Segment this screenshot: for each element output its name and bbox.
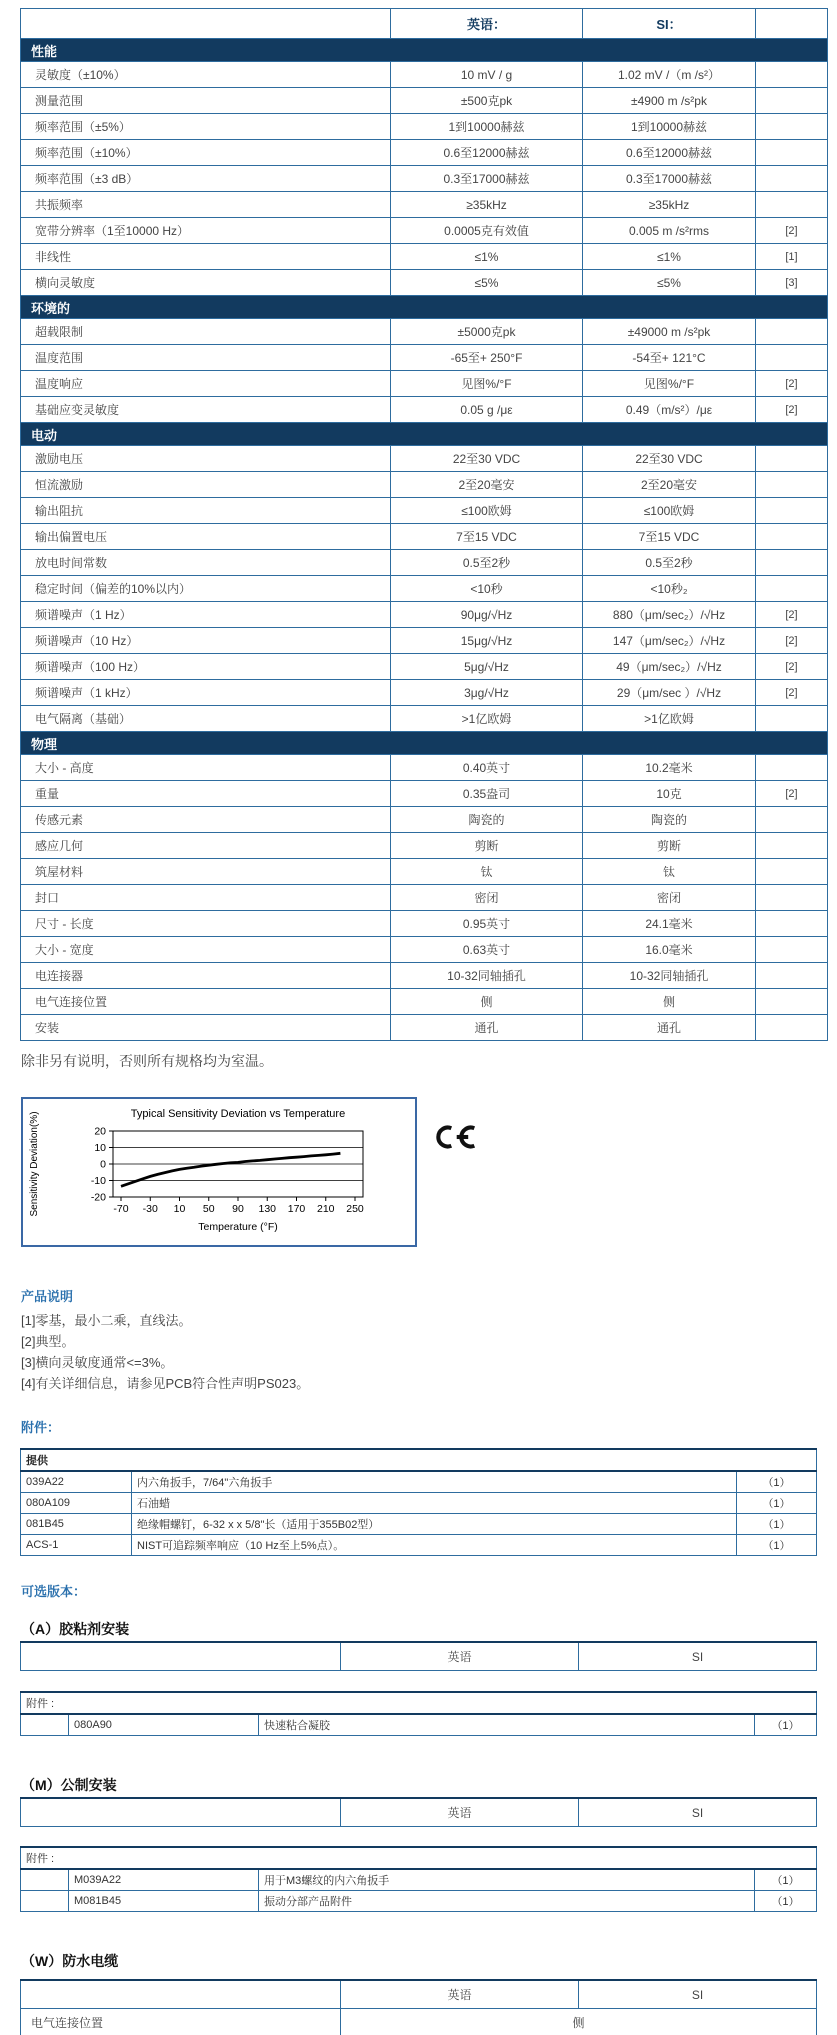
spec-label: 尺寸 - 长度	[21, 911, 391, 937]
spec-row	[21, 963, 828, 989]
spec-english-value: 90μg/√Hz	[391, 602, 583, 628]
spec-header-empty	[21, 9, 391, 39]
spec-english-value: 15μg/√Hz	[391, 628, 583, 654]
spec-note-ref	[756, 885, 828, 911]
spec-si-value: ±49000 m /s²pk	[583, 319, 756, 345]
accessory-spacer	[21, 1869, 69, 1891]
svg-text:0: 0	[100, 1158, 106, 1171]
spec-note-ref	[756, 706, 828, 732]
version-w-heading: （W）防水电缆	[21, 1953, 119, 1969]
spec-note-ref	[756, 911, 828, 937]
spec-note-ref	[756, 755, 828, 781]
spec-note-ref	[756, 963, 828, 989]
spec-english-value: 剪断	[391, 833, 583, 859]
spec-label: 超载限制	[21, 319, 391, 345]
version-w-row-label: 电气连接位置	[21, 2009, 341, 2035]
spec-table-body	[21, 39, 828, 1041]
spec-note-ref: [3]	[756, 270, 828, 296]
spec-note-ref: [2]	[756, 602, 828, 628]
spec-row	[21, 937, 828, 963]
accessory-row	[21, 1891, 817, 1912]
version-a-col-english: 英语	[341, 1642, 579, 1671]
spec-row	[21, 192, 828, 218]
note-item: [2]典型。	[21, 1334, 75, 1349]
version-m-accessories-body	[21, 1869, 817, 1912]
accessories-body	[21, 1471, 817, 1556]
version-w-header-row	[21, 1980, 817, 2009]
accessory-part: 039A22	[21, 1471, 132, 1493]
spec-si-value: 通孔	[583, 1015, 756, 1041]
version-w-col-english: 英语	[341, 1980, 579, 2009]
spec-row	[21, 576, 828, 602]
accessory-desc: 快速粘合凝胶	[259, 1714, 755, 1736]
spec-si-value: 2至20毫安	[583, 472, 756, 498]
spec-label: 激励电压	[21, 446, 391, 472]
spec-note-ref	[756, 1015, 828, 1041]
spec-row	[21, 62, 828, 88]
spec-english-value: 0.0005克有效值	[391, 218, 583, 244]
accessory-qty: （1）	[737, 1535, 817, 1556]
spec-english-value: 0.5至2秒	[391, 550, 583, 576]
spec-si-value: ≤5%	[583, 270, 756, 296]
accessory-part: 081B45	[21, 1514, 132, 1535]
chart-panel	[21, 1097, 417, 1247]
spec-label: 感应几何	[21, 833, 391, 859]
spec-row	[21, 244, 828, 270]
version-m-table	[20, 1797, 817, 1827]
svg-text:-30: -30	[142, 1203, 158, 1215]
spec-note-ref: [2]	[756, 680, 828, 706]
spec-english-value: ±5000克pk	[391, 319, 583, 345]
version-m-accessories-label: 附件 :	[21, 1847, 817, 1869]
spec-english-value: ≤1%	[391, 244, 583, 270]
section-title: 环境的	[21, 296, 828, 319]
note-item: [3]横向灵敏度通常<=3%。	[21, 1355, 174, 1370]
spec-row	[21, 319, 828, 345]
spec-table	[20, 8, 828, 1041]
spec-si-value: 0.6至12000赫兹	[583, 140, 756, 166]
product-notes-title: 产品说明	[21, 1289, 74, 1304]
version-w-col-si: SI	[579, 1980, 817, 2009]
svg-text:-10: -10	[90, 1175, 106, 1187]
spec-si-value: >1亿欧姆	[583, 706, 756, 732]
accessory-qty: （1）	[755, 1869, 817, 1891]
spec-label: 横向灵敏度	[21, 270, 391, 296]
section-header-row	[21, 732, 828, 755]
spec-note-ref	[756, 859, 828, 885]
note-item: [4]有关详细信息，请参见PCB符合性声明PS023。	[21, 1376, 310, 1391]
spec-si-value: 1到10000赫兹	[583, 114, 756, 140]
section-header-row	[21, 423, 828, 446]
spec-english-value: 钛	[391, 859, 583, 885]
spec-note-ref	[756, 807, 828, 833]
accessory-spacer	[21, 1714, 69, 1736]
spec-english-value: 密闭	[391, 885, 583, 911]
note-item: [1]零基，最小二乘，直线法。	[21, 1313, 192, 1328]
spec-si-value: <10秒₂	[583, 576, 756, 602]
spec-si-value: 1.02 mV /（m /s²）	[583, 62, 756, 88]
spec-note-ref: [2]	[756, 654, 828, 680]
spec-note-ref: [2]	[756, 371, 828, 397]
spec-row	[21, 781, 828, 807]
spec-note-ref: [2]	[756, 218, 828, 244]
spec-si-value: 16.0毫米	[583, 937, 756, 963]
accessory-desc: 用于M3螺纹的内六角扳手	[259, 1869, 755, 1891]
spec-label: 测量范围	[21, 88, 391, 114]
spec-english-value: ±500克pk	[391, 88, 583, 114]
accessory-desc: 石油蜡	[132, 1493, 737, 1514]
spec-si-value: 7至15 VDC	[583, 524, 756, 550]
spec-english-value: 通孔	[391, 1015, 583, 1041]
spec-english-value: ≤5%	[391, 270, 583, 296]
spec-col-header-english: 英语：	[391, 9, 583, 39]
spec-note-ref	[756, 498, 828, 524]
spec-english-value: 7至15 VDC	[391, 524, 583, 550]
version-m-accessories-label-row	[21, 1847, 817, 1869]
svg-text:Temperature (°F): Temperature (°F)	[198, 1221, 278, 1233]
accessory-desc: 振动分部产品附件	[259, 1891, 755, 1912]
spec-row	[21, 397, 828, 423]
spec-row	[21, 706, 828, 732]
spec-label: 电连接器	[21, 963, 391, 989]
spec-row	[21, 114, 828, 140]
spec-row	[21, 88, 828, 114]
spec-note-ref	[756, 989, 828, 1015]
spec-row	[21, 1015, 828, 1041]
spec-row	[21, 680, 828, 706]
version-a-heading: （A）胶粘剂安装	[21, 1621, 130, 1637]
spec-note-ref: [2]	[756, 397, 828, 423]
spec-label: 电气连接位置	[21, 989, 391, 1015]
spec-row	[21, 989, 828, 1015]
spec-note-ref	[756, 88, 828, 114]
spec-col-header-si: SI：	[583, 9, 756, 39]
sensitivity-chart	[23, 1099, 411, 1241]
spec-english-value: 侧	[391, 989, 583, 1015]
spec-row	[21, 524, 828, 550]
spec-english-value: 3μg/√Hz	[391, 680, 583, 706]
room-temp-note: 除非另有说明，否则所有规格均为室温。	[21, 1053, 273, 1069]
spec-english-value: 5μg/√Hz	[391, 654, 583, 680]
version-w-empty-cell	[21, 1980, 341, 2009]
spec-si-value: ≤100欧姆	[583, 498, 756, 524]
spec-row	[21, 911, 828, 937]
spec-si-value: 0.005 m /s²rms	[583, 218, 756, 244]
spec-si-value: 0.3至17000赫兹	[583, 166, 756, 192]
version-a-empty-cell	[21, 1642, 341, 1671]
svg-text:-70: -70	[113, 1203, 129, 1215]
spec-english-value: 见图%/°F	[391, 371, 583, 397]
spec-row	[21, 345, 828, 371]
spec-row	[21, 218, 828, 244]
accessory-part: M081B45	[69, 1891, 259, 1912]
spec-si-value: 49（μm/sec₂）/√Hz	[583, 654, 756, 680]
svg-text:90: 90	[232, 1203, 244, 1215]
version-a-table	[20, 1641, 817, 1671]
spec-note-ref	[756, 937, 828, 963]
spec-note-ref	[756, 576, 828, 602]
spec-label: 封口	[21, 885, 391, 911]
spec-label: 重量	[21, 781, 391, 807]
spec-label: 灵敏度（±10%）	[21, 62, 391, 88]
spec-row	[21, 140, 828, 166]
accessory-row	[21, 1493, 817, 1514]
spec-label: 共振频率	[21, 192, 391, 218]
accessory-row	[21, 1535, 817, 1556]
spec-english-value: 10 mV / g	[391, 62, 583, 88]
spec-header-row	[21, 9, 828, 39]
spec-label: 输出阻抗	[21, 498, 391, 524]
version-w-data-row	[21, 2009, 817, 2035]
spec-note-ref: [2]	[756, 781, 828, 807]
version-a-header-row	[21, 1642, 817, 1671]
spec-row	[21, 550, 828, 576]
spec-si-value: 10-32同轴插孔	[583, 963, 756, 989]
spec-si-value: 24.1毫米	[583, 911, 756, 937]
accessory-qty: （1）	[737, 1493, 817, 1514]
svg-text:-20: -20	[90, 1191, 106, 1204]
accessory-part: M039A22	[69, 1869, 259, 1891]
accessory-row	[21, 1514, 817, 1535]
spec-si-value: ≤1%	[583, 244, 756, 270]
ce-mark-icon	[431, 1119, 477, 1160]
spec-english-value: 2至20毫安	[391, 472, 583, 498]
accessories-title: 附件：	[21, 1420, 61, 1435]
svg-text:170: 170	[287, 1203, 306, 1215]
spec-label: 频谱噪声（1 kHz）	[21, 680, 391, 706]
accessory-desc: 内六角扳手，7/64"六角扳手	[132, 1471, 737, 1493]
spec-note-ref	[756, 446, 828, 472]
spec-label: 频谱噪声（1 Hz）	[21, 602, 391, 628]
spec-english-value: 0.95英寸	[391, 911, 583, 937]
spec-label: 大小 - 宽度	[21, 937, 391, 963]
version-m-col-si: SI	[579, 1798, 817, 1827]
spec-label: 恒流激励	[21, 472, 391, 498]
spec-si-value: 见图%/°F	[583, 371, 756, 397]
spec-si-value: 29（μm/sec ）/√Hz	[583, 680, 756, 706]
product-notes-list	[21, 1310, 309, 1394]
spec-header-note-empty	[756, 9, 828, 39]
version-a-col-si: SI	[579, 1642, 817, 1671]
spec-note-ref	[756, 472, 828, 498]
section-header-row	[21, 296, 828, 319]
spec-note-ref	[756, 524, 828, 550]
accessory-row	[21, 1869, 817, 1891]
spec-english-value: >1亿欧姆	[391, 706, 583, 732]
spec-row	[21, 270, 828, 296]
svg-text:130: 130	[258, 1203, 277, 1215]
spec-label: 频率范围（±3 dB）	[21, 166, 391, 192]
svg-text:Sensitivity Deviation(%): Sensitivity Deviation(%)	[29, 1111, 40, 1217]
spec-row	[21, 885, 828, 911]
spec-english-value: 0.3至17000赫兹	[391, 166, 583, 192]
spec-label: 频率范围（±5%）	[21, 114, 391, 140]
svg-text:210: 210	[316, 1203, 335, 1215]
spec-row	[21, 654, 828, 680]
version-w-table	[20, 1979, 817, 2035]
spec-note-ref	[756, 192, 828, 218]
spec-note-ref	[756, 345, 828, 371]
spec-english-value: 0.40英寸	[391, 755, 583, 781]
spec-si-value: 密闭	[583, 885, 756, 911]
optional-versions-title: 可选版本：	[21, 1584, 87, 1599]
accessory-part: 080A90	[69, 1714, 259, 1736]
spec-note-ref	[756, 166, 828, 192]
accessory-part: 080A109	[21, 1493, 132, 1514]
spec-note-ref	[756, 833, 828, 859]
accessory-spacer	[21, 1891, 69, 1912]
accessory-desc: NIST可追踪频率响应（10 Hz至上5%点）。	[132, 1535, 737, 1556]
spec-si-value: 侧	[583, 989, 756, 1015]
spec-si-value: 剪断	[583, 833, 756, 859]
accessory-qty: （1）	[737, 1514, 817, 1535]
section-title: 性能	[21, 39, 828, 62]
section-header-row	[21, 39, 828, 62]
spec-english-value: ≥35kHz	[391, 192, 583, 218]
spec-si-value: 0.49（m/s²）/με	[583, 397, 756, 423]
spec-label: 频率范围（±10%）	[21, 140, 391, 166]
version-m-accessories-table	[20, 1846, 817, 1912]
spec-english-value: 1到10000赫兹	[391, 114, 583, 140]
spec-label: 频谱噪声（100 Hz）	[21, 654, 391, 680]
spec-row	[21, 833, 828, 859]
spec-label: 基础应变灵敏度	[21, 397, 391, 423]
spec-si-value: -54至+ 121°C	[583, 345, 756, 371]
spec-label: 稳定时间（偏差的10%以内）	[21, 576, 391, 602]
spec-row	[21, 166, 828, 192]
accessory-row	[21, 1471, 817, 1493]
version-w-row-value: 侧	[341, 2009, 817, 2035]
spec-si-value: 147（μm/sec₂）/√Hz	[583, 628, 756, 654]
spec-row	[21, 371, 828, 397]
spec-note-ref	[756, 62, 828, 88]
accessory-qty: （1）	[755, 1714, 817, 1736]
spec-si-value: 0.5至2秒	[583, 550, 756, 576]
spec-english-value: 陶瓷的	[391, 807, 583, 833]
spec-si-value: 钛	[583, 859, 756, 885]
accessories-header: 提供	[21, 1449, 817, 1471]
spec-english-value: 0.6至12000赫兹	[391, 140, 583, 166]
spec-label: 电气隔离（基础）	[21, 706, 391, 732]
spec-row	[21, 446, 828, 472]
version-a-accessories-label-row	[21, 1692, 817, 1714]
spec-si-value: 880（μm/sec₂）/√Hz	[583, 602, 756, 628]
spec-label: 频谱噪声（10 Hz）	[21, 628, 391, 654]
accessory-desc: 绝缘帽螺钉，6-32 x x 5/8"长（适用于355B02型）	[132, 1514, 737, 1535]
spec-si-value: 10克	[583, 781, 756, 807]
section-title: 电动	[21, 423, 828, 446]
version-m-empty-cell	[21, 1798, 341, 1827]
spec-row	[21, 602, 828, 628]
version-a-accessories-table	[20, 1691, 817, 1736]
svg-text:Typical Sensitivity Deviation: Typical Sensitivity Deviation vs Temperature	[130, 1108, 346, 1120]
spec-row	[21, 807, 828, 833]
spec-label: 放电时间常数	[21, 550, 391, 576]
spec-note-ref: [2]	[756, 628, 828, 654]
svg-text:10: 10	[94, 1142, 106, 1154]
spec-note-ref	[756, 550, 828, 576]
spec-english-value: 10-32同轴插孔	[391, 963, 583, 989]
spec-row	[21, 472, 828, 498]
spec-label: 安装	[21, 1015, 391, 1041]
version-a-accessories-label: 附件 :	[21, 1692, 817, 1714]
spec-si-value: 22至30 VDC	[583, 446, 756, 472]
spec-english-value: <10秒	[391, 576, 583, 602]
spec-si-value: 10.2毫米	[583, 755, 756, 781]
spec-label: 温度范围	[21, 345, 391, 371]
spec-row	[21, 755, 828, 781]
spec-row	[21, 498, 828, 524]
spec-si-value: ±4900 m /s²pk	[583, 88, 756, 114]
spec-note-ref	[756, 319, 828, 345]
spec-label: 非线性	[21, 244, 391, 270]
spec-note-ref: [1]	[756, 244, 828, 270]
spec-si-value: ≥35kHz	[583, 192, 756, 218]
spec-note-ref	[756, 140, 828, 166]
spec-label: 大小 - 高度	[21, 755, 391, 781]
spec-english-value: -65至+ 250°F	[391, 345, 583, 371]
spec-label: 温度响应	[21, 371, 391, 397]
version-m-header-row	[21, 1798, 817, 1827]
version-a-accessories-body	[21, 1714, 817, 1736]
accessory-qty: （1）	[755, 1891, 817, 1912]
spec-english-value: 22至30 VDC	[391, 446, 583, 472]
spec-english-value: ≤100欧姆	[391, 498, 583, 524]
spec-si-value: 陶瓷的	[583, 807, 756, 833]
spec-label: 输出偏置电压	[21, 524, 391, 550]
accessory-row	[21, 1714, 817, 1736]
accessories-header-row	[21, 1449, 817, 1471]
spec-english-value: 0.63英寸	[391, 937, 583, 963]
spec-note-ref	[756, 114, 828, 140]
spec-label: 宽带分辨率（1至10000 Hz）	[21, 218, 391, 244]
svg-text:10: 10	[173, 1203, 186, 1215]
accessory-qty: （1）	[737, 1471, 817, 1493]
svg-text:20: 20	[94, 1125, 106, 1138]
spec-english-value: 0.35盎司	[391, 781, 583, 807]
version-m-col-english: 英语	[341, 1798, 579, 1827]
svg-text:50: 50	[202, 1203, 215, 1215]
svg-text:250: 250	[346, 1203, 364, 1215]
spec-row	[21, 859, 828, 885]
spec-label: 筑屋材料	[21, 859, 391, 885]
spec-label: 传感元素	[21, 807, 391, 833]
section-title: 物理	[21, 732, 828, 755]
spec-row	[21, 628, 828, 654]
accessories-table	[20, 1448, 817, 1556]
accessory-part: ACS-1	[21, 1535, 132, 1556]
spec-english-value: 0.05 g /με	[391, 397, 583, 423]
version-m-heading: （M）公制安装	[21, 1777, 117, 1793]
